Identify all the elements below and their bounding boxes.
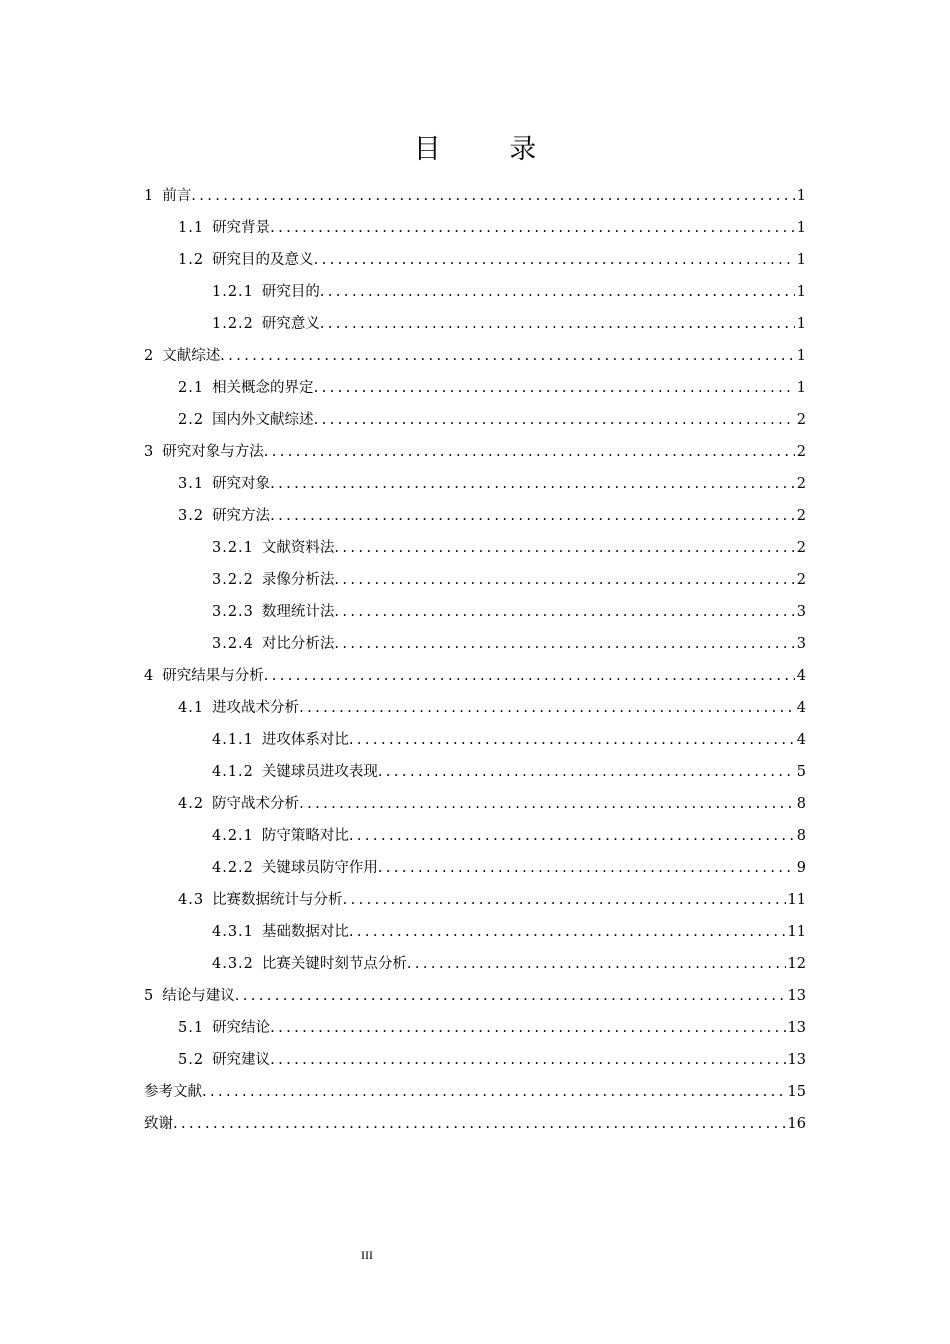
toc-entry-number: 2 [144, 348, 155, 364]
toc-entry-number: 4 [144, 668, 155, 684]
dot-leader [235, 980, 786, 1012]
toc-entry-page: 2 [796, 508, 806, 524]
toc-entry-page: 2 [796, 476, 806, 492]
dot-leader [314, 404, 795, 436]
toc-entry[interactable] [144, 180, 806, 212]
toc-entry-label: 文献资料法 [261, 540, 335, 556]
toc-entry-label: 研究结果与分析 [162, 668, 264, 684]
toc-entry-page: 1 [796, 348, 806, 364]
toc-entry[interactable] [144, 628, 806, 660]
toc-entry-label: 国内外文献综述 [212, 412, 314, 428]
toc-entry-page: 2 [796, 572, 806, 588]
toc-entry-label: 研究建议 [212, 1052, 271, 1068]
toc-entry-page: 5 [796, 764, 806, 780]
toc-entry-label: 前言 [162, 188, 192, 204]
toc-entry-number: 1.2.1 [212, 284, 254, 300]
toc-entry-page: 1 [796, 188, 806, 204]
toc-entry[interactable] [144, 916, 806, 948]
toc-entry[interactable] [144, 468, 806, 500]
toc-entry-page: 11 [787, 924, 806, 940]
toc-entry-number: 4.3 [178, 892, 205, 908]
toc-entry-page: 8 [796, 828, 806, 844]
dot-leader [334, 564, 794, 596]
toc-entry-number: 4.3.1 [212, 924, 254, 940]
toc-entry-number: 3.2.2 [212, 572, 254, 588]
toc-entry[interactable] [144, 308, 806, 340]
dot-leader [349, 916, 786, 948]
toc-entry-page: 4 [796, 700, 806, 716]
toc-entry[interactable] [144, 1044, 806, 1076]
toc-entry-label: 对比分析法 [261, 636, 335, 652]
toc-entry-number: 4.2.1 [212, 828, 254, 844]
toc-entry-number: 2.2 [178, 412, 205, 428]
toc-entry-number: 3 [144, 444, 155, 460]
toc-entry-page: 13 [787, 1052, 806, 1068]
toc-entry-number: 4.1.2 [212, 764, 254, 780]
dot-leader [320, 308, 795, 340]
toc-entry-label: 致谢 [144, 1116, 173, 1132]
toc-entry-number: 5.2 [178, 1052, 205, 1068]
toc-entry-number: 4.1.1 [212, 732, 254, 748]
toc-entry-label: 录像分析法 [261, 572, 335, 588]
toc-entry[interactable] [144, 500, 806, 532]
toc-entry-page: 8 [796, 796, 806, 812]
toc-entry[interactable] [144, 276, 806, 308]
toc-entry-number: 4.3.2 [212, 956, 254, 972]
toc-entry[interactable] [144, 980, 806, 1012]
toc-entry-number: 1 [144, 188, 155, 204]
page-title: 目 录 [413, 134, 567, 165]
toc-entry-label: 进攻战术分析 [212, 700, 300, 716]
toc-entry[interactable] [144, 788, 806, 820]
toc-entry-label: 研究目的 [261, 284, 320, 300]
dot-leader [314, 244, 795, 276]
dot-leader [270, 1012, 785, 1044]
dot-leader [202, 1076, 786, 1108]
dot-leader [264, 660, 795, 692]
dot-leader [343, 884, 786, 916]
dot-leader [264, 436, 795, 468]
toc-entry-label: 数理统计法 [261, 604, 335, 620]
toc-entry-page: 1 [796, 380, 806, 396]
dot-leader [270, 212, 795, 244]
toc-entry-label: 关键球员进攻表现 [261, 764, 378, 780]
toc-entry-number: 1.2.2 [212, 316, 254, 332]
toc-entry-label: 研究意义 [261, 316, 320, 332]
toc-entry-label: 防守策略对比 [261, 828, 349, 844]
toc-entry-label: 相关概念的界定 [212, 380, 314, 396]
toc-entry-page: 2 [796, 412, 806, 428]
dot-leader [270, 1044, 785, 1076]
dot-leader [349, 820, 795, 852]
toc-entry-label: 比赛关键时刻节点分析 [261, 956, 407, 972]
dot-leader [334, 596, 794, 628]
toc-entry-page: 4 [796, 732, 806, 748]
toc-entry-page: 16 [787, 1116, 806, 1132]
toc-entry-page: 11 [787, 892, 806, 908]
toc-entry[interactable] [144, 532, 806, 564]
toc-entry-label: 比赛数据统计与分析 [212, 892, 343, 908]
toc-entry-page: 13 [787, 988, 806, 1004]
toc-entry-label: 研究对象与方法 [162, 444, 264, 460]
dot-leader [349, 724, 795, 756]
toc-entry[interactable] [144, 564, 806, 596]
dot-leader [299, 692, 795, 724]
toc-entry-label: 研究结论 [212, 1020, 271, 1036]
toc-entry[interactable] [144, 1108, 806, 1140]
toc-entry[interactable] [144, 692, 806, 724]
dot-leader [299, 788, 795, 820]
toc-entry-label: 基础数据对比 [261, 924, 349, 940]
toc-entry-label: 研究背景 [212, 220, 271, 236]
toc-entry-page: 1 [796, 220, 806, 236]
toc-entry[interactable] [144, 436, 806, 468]
dot-leader [220, 340, 795, 372]
dot-leader [407, 948, 786, 980]
toc-entry-number: 2.1 [178, 380, 205, 396]
toc-entry-label: 结论与建议 [162, 988, 235, 1004]
toc-entry-number: 1.1 [178, 220, 205, 236]
toc-entry-number: 3.2 [178, 508, 205, 524]
toc-entry[interactable] [144, 884, 806, 916]
table-of-contents [144, 180, 806, 1140]
toc-entry-page: 4 [796, 668, 806, 684]
toc-entry-number: 3.2.4 [212, 636, 254, 652]
toc-entry-number: 3.1 [178, 476, 205, 492]
toc-entry[interactable] [144, 1012, 806, 1044]
toc-entry-label: 关键球员防守作用 [261, 860, 378, 876]
dot-leader [378, 852, 795, 884]
toc-entry[interactable] [144, 1076, 806, 1108]
toc-entry-label: 研究对象 [212, 476, 271, 492]
toc-entry[interactable] [144, 820, 806, 852]
toc-entry[interactable] [144, 340, 806, 372]
toc-entry-page: 13 [787, 1020, 806, 1036]
dot-leader [378, 756, 795, 788]
dot-leader [191, 180, 795, 212]
toc-entry-number: 5 [144, 988, 155, 1004]
dot-leader [314, 372, 795, 404]
dot-leader [320, 276, 795, 308]
toc-entry-number: 4.1 [178, 700, 205, 716]
toc-entry[interactable] [144, 212, 806, 244]
dot-leader [173, 1108, 786, 1140]
page-number-footer: III [361, 1248, 373, 1262]
toc-entry-page: 3 [796, 604, 806, 620]
toc-entry-label: 文献综述 [162, 348, 221, 364]
toc-entry-label: 研究目的及意义 [212, 252, 314, 268]
toc-entry[interactable] [144, 756, 806, 788]
toc-entry-label: 防守战术分析 [212, 796, 300, 812]
toc-entry-number: 5.1 [178, 1020, 205, 1036]
toc-entry-number: 3.2.1 [212, 540, 254, 556]
toc-entry-page: 1 [796, 284, 806, 300]
toc-entry[interactable] [144, 852, 806, 884]
toc-entry-page: 2 [796, 444, 806, 460]
toc-entry-number: 1.2 [178, 252, 205, 268]
toc-entry-page: 1 [796, 252, 806, 268]
toc-entry-page: 2 [796, 540, 806, 556]
toc-entry-page: 15 [787, 1084, 806, 1100]
toc-entry[interactable] [144, 404, 806, 436]
toc-entry[interactable] [144, 948, 806, 980]
toc-entry-label: 进攻体系对比 [261, 732, 349, 748]
toc-entry-page: 1 [796, 316, 806, 332]
toc-entry-label: 参考文献 [144, 1084, 202, 1100]
dot-leader [334, 532, 794, 564]
toc-entry[interactable] [144, 372, 806, 404]
toc-entry-page: 12 [787, 956, 806, 972]
toc-entry[interactable] [144, 724, 806, 756]
toc-entry[interactable] [144, 596, 806, 628]
toc-entry-number: 4.2.2 [212, 860, 254, 876]
toc-entry-page: 9 [796, 860, 806, 876]
dot-leader [270, 500, 795, 532]
toc-entry[interactable] [144, 244, 806, 276]
toc-entry-label: 研究方法 [212, 508, 271, 524]
toc-entry-number: 3.2.3 [212, 604, 254, 620]
toc-entry[interactable] [144, 660, 806, 692]
toc-entry-number: 4.2 [178, 796, 205, 812]
dot-leader [334, 628, 794, 660]
dot-leader [270, 468, 795, 500]
toc-entry-page: 3 [796, 636, 806, 652]
